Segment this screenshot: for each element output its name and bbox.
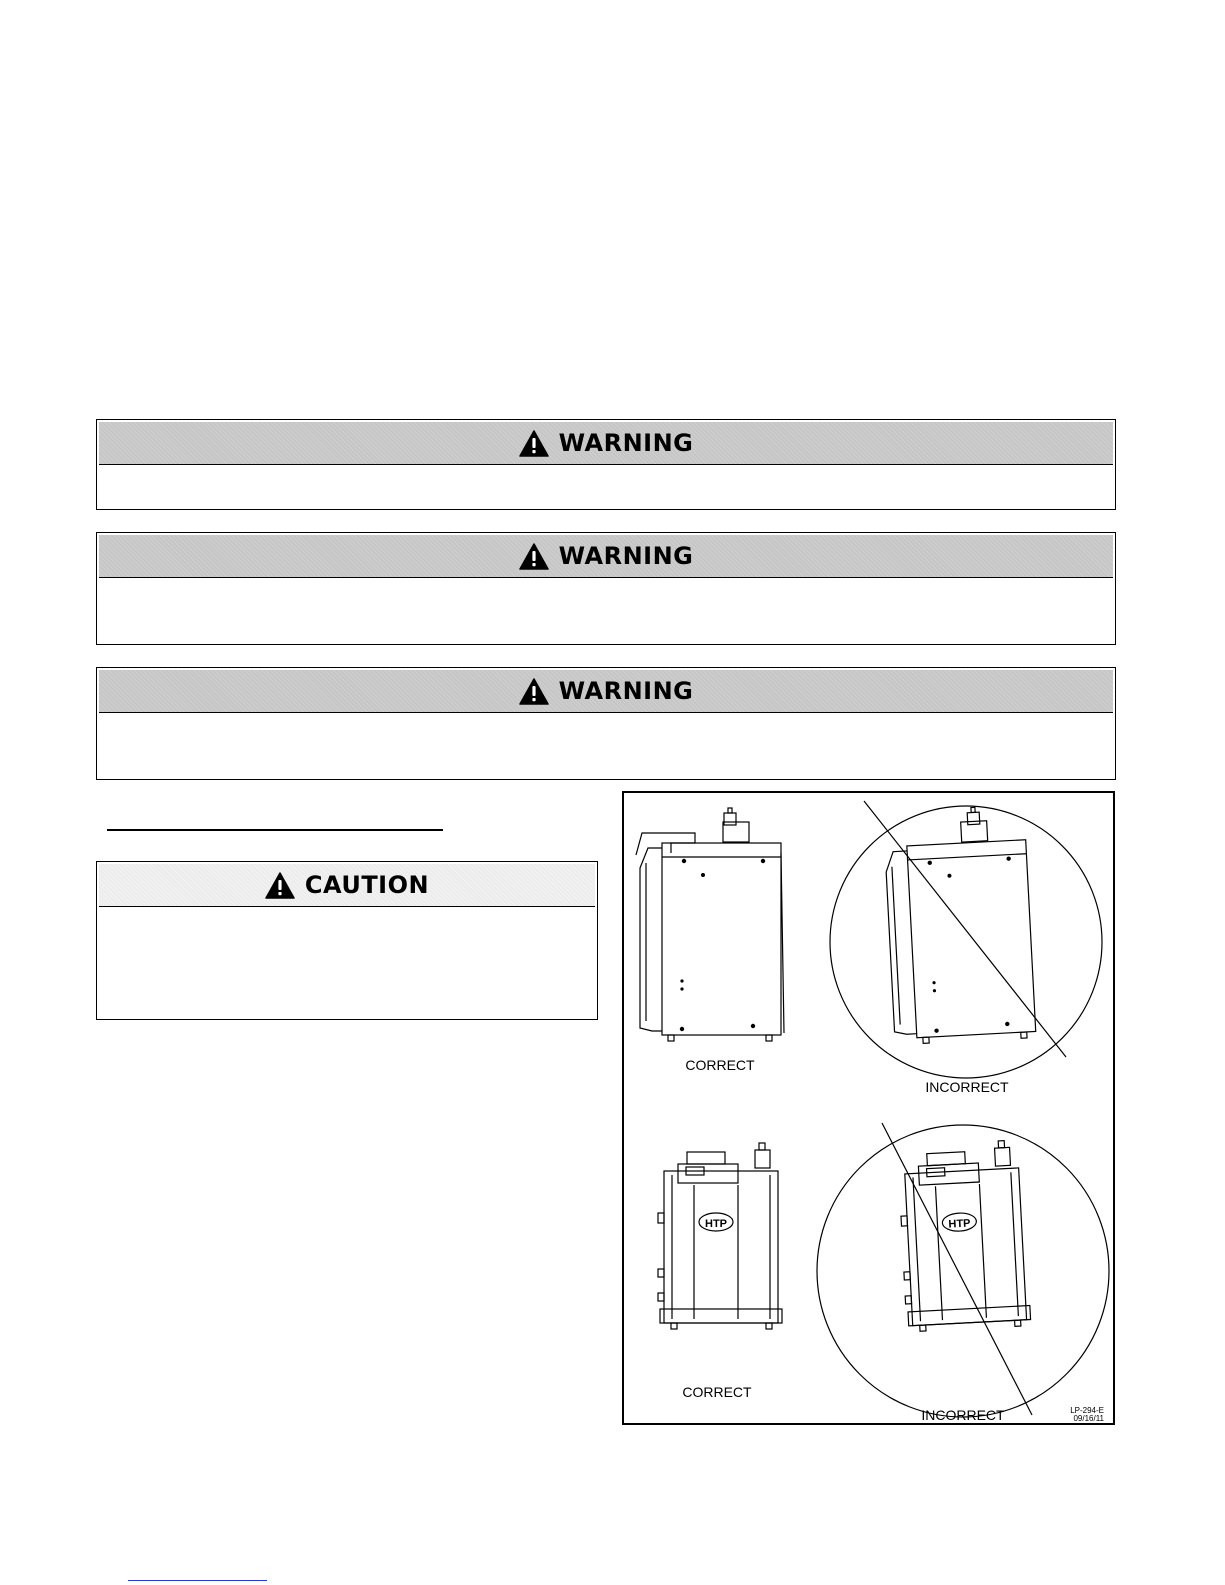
brand-badge: HTP [948,1217,971,1231]
warning-triangle-icon [519,543,549,570]
section-heading-underline [107,829,443,831]
brand-badge: HTP [705,1218,727,1230]
figure-id: LP-294-E [1070,1406,1104,1415]
warning-box-2 [96,532,1116,645]
footer-link-underline[interactable] [128,1580,267,1581]
label-bottom-right: INCORRECT [921,1407,1005,1423]
caution-triangle-icon [265,872,295,899]
front-view-correct [658,1143,782,1329]
warning-box-1 [96,419,1116,510]
warning-box-3 [96,667,1116,780]
warning-title: WARNING [558,542,694,570]
installation-level-figure [622,791,1115,1425]
warning-triangle-icon [519,678,549,705]
figure-date: 09/16/11 [1073,1414,1104,1423]
side-view-correct [636,808,784,1041]
warning-header [99,422,1113,465]
caution-box [96,861,598,1020]
label-top-left: CORRECT [685,1057,755,1073]
warning-title: WARNING [558,429,694,457]
warning-header [99,535,1113,578]
front-view-incorrect [817,1123,1109,1417]
label-top-right: INCORRECT [925,1079,1009,1095]
warning-triangle-icon [519,430,549,457]
warning-header [99,670,1113,713]
caution-title: CAUTION [304,871,430,899]
caution-header [99,864,595,907]
side-view-incorrect [830,801,1102,1078]
label-bottom-left: CORRECT [682,1384,752,1400]
warning-title: WARNING [558,677,694,705]
